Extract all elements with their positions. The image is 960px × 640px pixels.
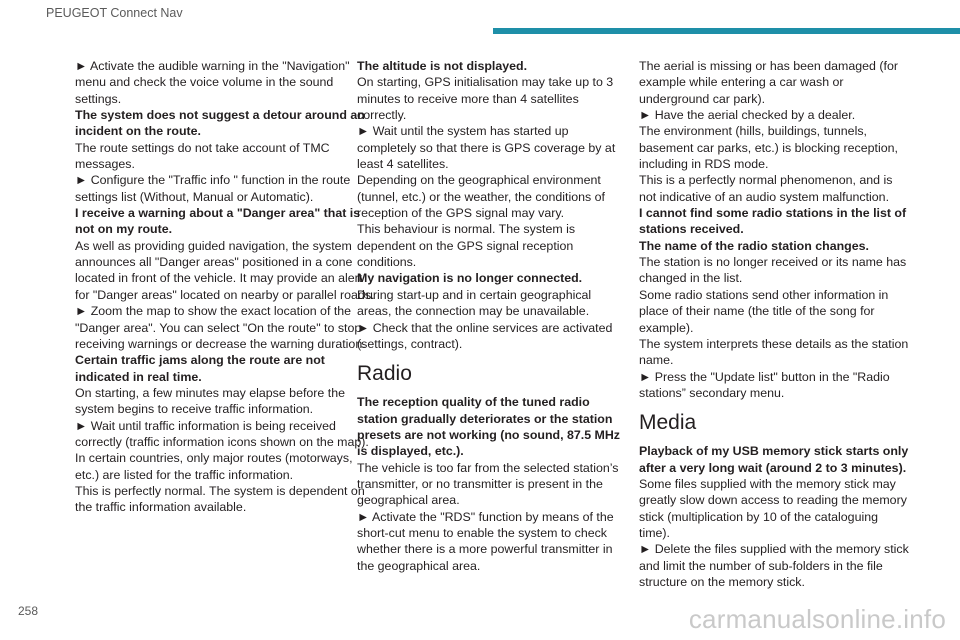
paragraph: Depending on the geographical environment (tunnel, etc.) or the weather, the conditions of reception of the GPS signal may vary. [357,173,605,221]
paragraph: ► Press the "Update list" button in the "Radio stations” secondary menu. [639,369,890,400]
question-heading: My navigation is no longer connected. [357,271,583,286]
text-column-2 [357,58,622,574]
question-heading: The name of the radio station changes. [639,238,869,253]
paragraph: The station is no longer received or its name has changed in the list. [639,255,907,286]
question-heading: The altitude is not displayed. [357,59,528,73]
paragraph: ► Have the aerial checked by a dealer. [639,108,856,123]
paragraph: As well as providing guided navigation, the system announces all "Danger areas" positioned in a cone located in front of the vehicle. It may provide an alert for "Danger areas" located on nearby or parallel roads. [75,238,375,302]
paragraph: Some files supplied with the memory stick may greatly slow down access to reading the memory stick (multiplication by 10 of the cataloguing time). [639,476,907,540]
section-heading: Radio [357,362,412,386]
header-accent-bar [493,28,960,34]
question-heading: Playback of my USB memory stick starts only after a very long wait (around 2 to 3 minutes). [639,444,909,475]
question-heading: I cannot find some radio stations in the list of stations received. [639,206,907,237]
paragraph: On starting, GPS initialisation may take up to 3 minutes to receive more than 4 satellites correctly. [357,75,614,123]
paragraph: ► Wait until the system has started up completely so that there is GPS coverage by at least 4 satellites. [357,124,616,172]
paragraph: Some radio stations send other information in place of their name (the title of the song for example). [639,287,889,335]
paragraph: The route settings do not take account of TMC messages. [75,140,330,172]
watermark: carmanualsonline.info [688,604,946,634]
paragraph: During start-up and in certain geographical areas, the connection may be unavailable. [357,287,592,319]
paragraph: On starting, a few minutes may elapse before the system begins to receive traffic information. [75,385,345,417]
paragraph: The environment (hills, buildings, tunnels, basement car parks, etc.) is blocking reception, including in RDS mode. [639,124,898,172]
paragraph: The aerial is missing or has been damaged (for example while entering a car wash or underground car park). [639,59,898,106]
section-heading: Media [639,411,697,435]
paragraph: ► Wait until traffic information is being received correctly (traffic information icons shown on the map). [75,418,369,449]
paragraph: The vehicle is too far from the selected station’s transmitter, or no transmitter is present in the geographical area. [357,460,619,508]
page-header-title: PEUGEOT Connect Nav [46,6,183,20]
paragraph: ► Activate the "RDS" function by means of the short-cut menu to enable the system to check whether there is a more powerful transmitter in the geographical area. [357,509,614,573]
text-column-1 [75,58,375,516]
page-number: 258 [18,604,39,618]
paragraph: ► Activate the audible warning in the "Navigation" menu and check the voice volume in the sound settings. [75,59,350,106]
paragraph: This is perfectly normal. The system is dependent on the traffic information available. [75,483,365,515]
paragraph: In certain countries, only major routes (motorways, etc.) are listed for the traffic information. [75,451,353,482]
paragraph: This is a perfectly normal phenomenon, and is not indicative of an audio system malfunction. [639,173,893,204]
paragraph: ► Delete the files supplied with the memory stick and limit the number of sub-folders in the file structure on the memory stick. [639,542,909,589]
paragraph: ► Check that the online services are activated (settings, contract). [357,320,613,351]
question-heading: I receive a warning about a "Danger area" that is not on my route. [75,206,361,237]
text-column-3 [639,58,909,590]
paragraph: ► Zoom the map to show the exact location of the "Danger area". You can select "On the route" to stop receiving warnings or decrease the warning duration. [75,304,366,351]
question-heading: Certain traffic jams along the route are not indicated in real time. [75,353,325,384]
paragraph: ► Configure the "Traffic info " function in the route settings list (Without, Manual or Automatic). [75,173,351,204]
paragraph: This behaviour is normal. The system is dependent on the GPS signal reception conditions. [357,222,576,270]
question-heading: The system does not suggest a detour around an incident on the route. [75,108,365,139]
paragraph: The system interprets these details as the station name. [639,336,909,368]
question-heading: The reception quality of the tuned radio station gradually deteriorates or the station presets are not working (no sound, 87.5 MHz is displayed, etc.). [357,395,620,459]
